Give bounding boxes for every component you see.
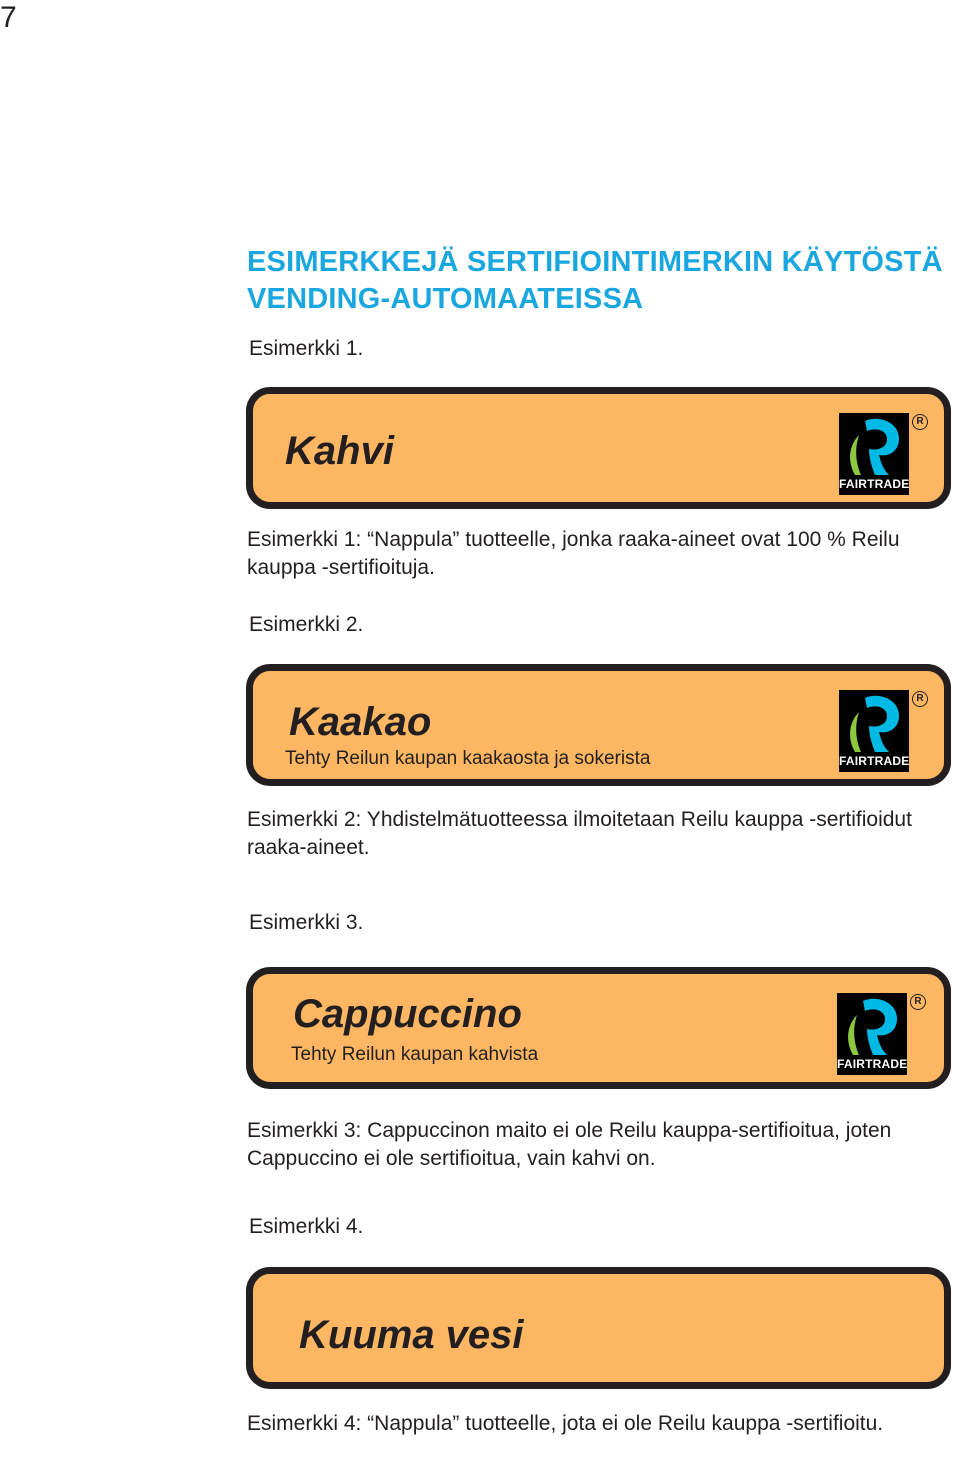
button-subtitle: Tehty Reilun kaupan kahvista — [291, 1044, 539, 1065]
registered-icon: R — [912, 691, 928, 707]
example-4-description: Esimerkki 4: “Nappula” tuotteelle, jota ei ole Reilu kauppa -sertifioitu. — [247, 1412, 884, 1435]
fairtrade-mark-icon — [839, 690, 909, 772]
example-3-description: Esimerkki 3: Cappuccinon maito ei ole Reilu kauppa-sertifioitua, joten Cappuccino ei ole sertifioitua, vain kahvi on. — [247, 1119, 892, 1170]
button-title: Kahvi — [285, 429, 394, 473]
button-title: Kuuma vesi — [299, 1313, 524, 1357]
example-2-label: Esimerkki 2. — [249, 613, 364, 636]
page-number: 7 — [0, 1, 17, 34]
registered-icon: R — [910, 994, 926, 1010]
button-subtitle: Tehty Reilun kaupan kaakaosta ja sokerista — [285, 748, 651, 769]
example-4-label: Esimerkki 4. — [249, 1215, 364, 1238]
heading-line-2: VENDING-AUTOMAATEISSA — [247, 283, 644, 315]
vending-button-cappuccino[interactable] — [246, 967, 951, 1089]
fairtrade-mark-icon — [837, 993, 907, 1075]
fairtrade-mark-text: FAIRTRADE — [837, 1057, 908, 1071]
fairtrade-mark-text: FAIRTRADE — [839, 754, 910, 768]
fairtrade-symbol-icon — [843, 997, 901, 1057]
example-1-description: Esimerkki 1: “Nappula” tuotteelle, jonka raaka-aineet ovat 100 % Reilu kauppa -sertifioituja. — [247, 528, 900, 579]
vending-button-kuuma-vesi[interactable] — [246, 1267, 951, 1389]
vending-button-kahvi[interactable] — [246, 387, 951, 509]
heading-line-1: ESIMERKKEJÄ SERTIFIOINTIMERKIN KÄYTÖSTÄ — [247, 246, 943, 278]
example-3-label: Esimerkki 3. — [249, 911, 364, 934]
button-title: Kaakao — [289, 700, 432, 744]
example-1-label: Esimerkki 1. — [249, 337, 364, 360]
page-heading — [247, 244, 943, 318]
registered-icon: R — [912, 414, 928, 430]
fairtrade-symbol-icon — [845, 417, 903, 477]
button-title: Cappuccino — [293, 992, 522, 1036]
fairtrade-mark-icon — [839, 413, 909, 495]
vending-button-kaakao[interactable] — [246, 664, 951, 786]
fairtrade-symbol-icon — [845, 694, 903, 754]
fairtrade-mark-text: FAIRTRADE — [839, 477, 910, 491]
example-2-description: Esimerkki 2: Yhdistelmätuotteessa ilmoitetaan Reilu kauppa -sertifioidut raaka-aineet. — [247, 808, 912, 859]
